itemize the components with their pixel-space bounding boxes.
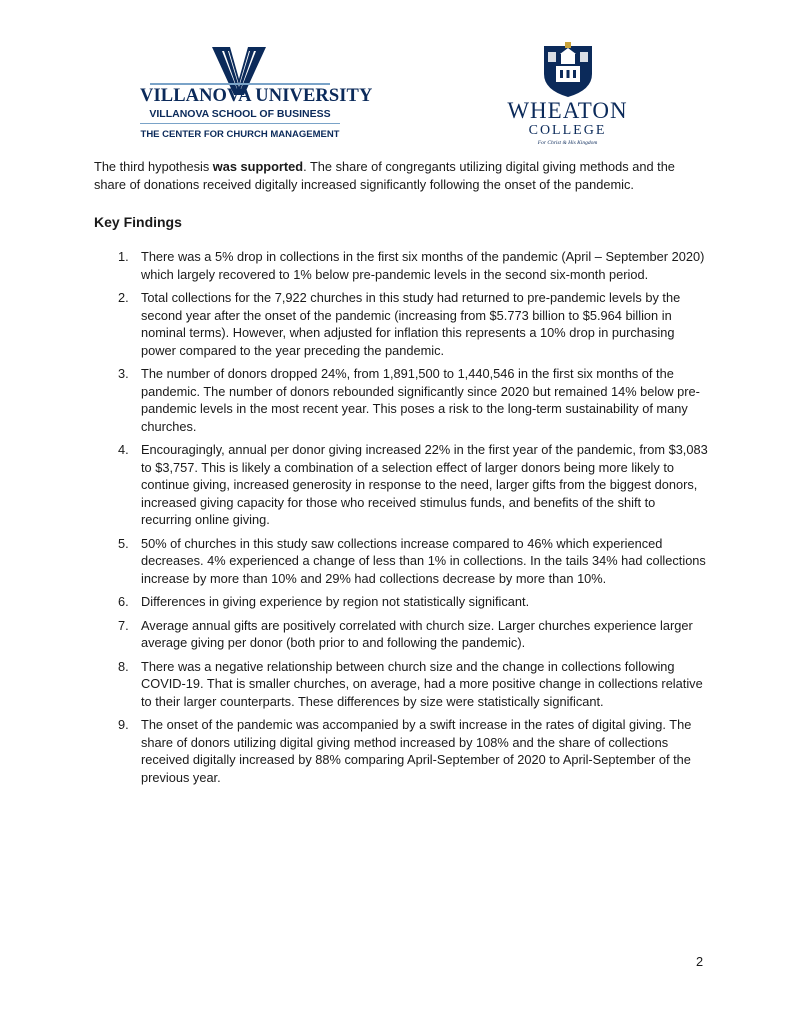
villanova-center: THE CENTER FOR CHURCH MANAGEMENT [140, 129, 340, 140]
finding-number: 5. [118, 535, 129, 551]
finding-number: 1. [118, 249, 129, 264]
wheaton-shield-icon [542, 42, 594, 98]
findings-list [94, 248, 709, 792]
finding-text: Total collections for the 7,922 churches in this study had returned to pre-pandemic levels by the second year after the onset of the pandemic (increasing from $5.773 billion to $5.964 billion in nominal terms). However, when adjusted for inflation this represents a 10% drop in purchasing power compared to the year preceding the pandemic. [141, 290, 681, 358]
villanova-divider [150, 83, 330, 85]
intro-before: The third hypothesis [94, 159, 213, 174]
page-number: 2 [696, 954, 704, 969]
finding-text: 50% of churches in this study saw collections increase compared to 46% which experienced decreases. 4% experienced a change of less than 1% in collections. In the tails 34% had collections increase by more than 10% and 29% had collections decrease by more than 10%. [141, 535, 706, 586]
wheaton-college: COLLEGE [528, 123, 607, 138]
finding-item [94, 658, 709, 711]
intro-bold: was supported [212, 159, 304, 174]
finding-item [94, 365, 709, 435]
finding-number: 8. [118, 658, 129, 674]
finding-item [94, 441, 709, 529]
villanova-divider-lower [140, 123, 340, 124]
intro-after: . The share of congregants utilizing digital giving methods and the share of donations received digitally increased significantly following the onset of the pandemic. [94, 159, 675, 192]
finding-text: Differences in giving experience by region not statistically significant. [141, 594, 530, 609]
finding-number: 7. [118, 617, 129, 633]
villanova-logo [140, 45, 373, 145]
finding-item [94, 535, 709, 588]
finding-text: There was a 5% drop in collections in the first six months of the pandemic (April – September 2020) which largely recovered to 1% below pre-pandemic levels in the second six-month period. [141, 249, 705, 282]
intro-paragraph [94, 158, 709, 194]
wheaton-motto: For Christ & His Kingdom [537, 140, 598, 146]
finding-item [94, 289, 709, 359]
finding-item [94, 716, 709, 786]
finding-number: 4. [118, 442, 129, 457]
finding-number: 2. [118, 290, 129, 305]
section-title: Key Findings [94, 214, 182, 230]
finding-text: The onset of the pandemic was accompanied by a swift increase in the rates of digital giving. The share of donors utilizing digital giving method increased by 108% and the share of collections received digitally increased by 88% comparing April-September of 2020 to April-September of the previous year. [141, 717, 692, 785]
wheaton-name: WHEATON [507, 98, 628, 123]
finding-text: The number of donors dropped 24%, from 1,891,500 to 1,440,546 in the first six months of the pandemic. The number of donors rebounded significantly since 2020 but remained 14% below pre-pandemic levels in the most recent year. This poses a risk to the long-term sustainability of many churches. [141, 366, 700, 434]
finding-number: 9. [118, 717, 129, 732]
villanova-title: VILLANOVA UNIVERSITY [140, 86, 373, 106]
finding-item [94, 248, 709, 283]
finding-number: 3. [118, 366, 129, 381]
finding-number: 6. [118, 594, 129, 609]
wheaton-logo [500, 40, 635, 150]
finding-item [94, 617, 709, 652]
villanova-school: VILLANOVA SCHOOL OF BUSINESS [149, 108, 331, 120]
finding-text: There was a negative relationship between church size and the change in collections following COVID-19. That is smaller churches, on average, had a more positive change in collections relative to their larger counterparts. These differences by size were statistically significant. [141, 658, 703, 709]
finding-text: Encouragingly, annual per donor giving increased 22% in the first year of the pandemic, from $3,083 to $3,757. This is likely a combination of a selection effect of larger donors being more likely to continue giving, increased generosity in response to the need, larger gifts from the biggest donors, increased giving capacity for those who received stimulus funds, and benefits of the shift to recurring online giving. [141, 442, 708, 527]
finding-text: Average annual gifts are positively correlated with church size. Larger churches experience larger average giving per donor (both prior to and following the pandemic). [141, 617, 693, 650]
finding-item [94, 593, 709, 611]
